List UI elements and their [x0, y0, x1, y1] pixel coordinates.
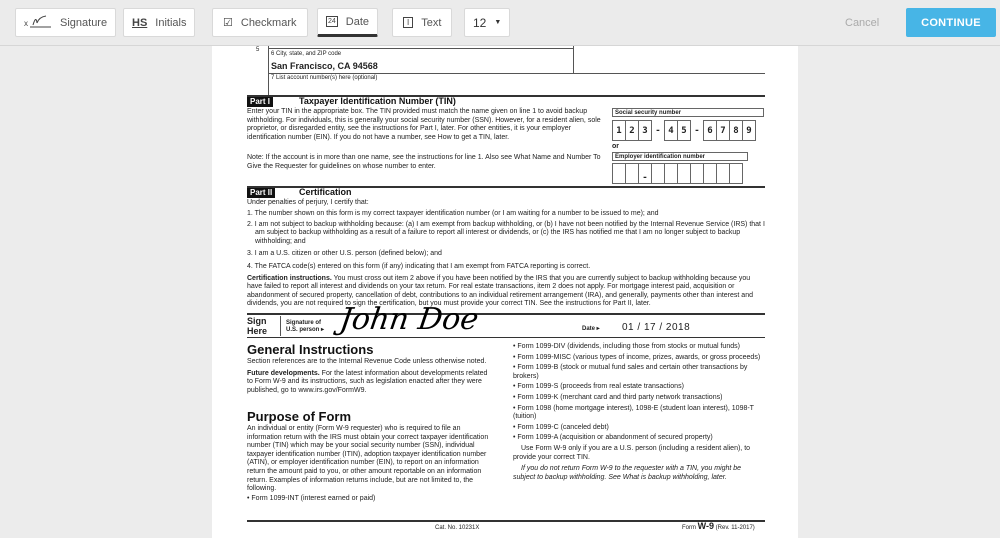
ein-field[interactable]: [612, 163, 742, 184]
initials-tool-button[interactable]: HS Initials: [123, 8, 195, 37]
ein-digit: [612, 163, 626, 184]
ein-digit: [716, 163, 730, 184]
ssn-separator: -: [694, 125, 700, 136]
date-tool-button[interactable]: 24 Date: [317, 8, 378, 37]
ein-digit: [651, 163, 665, 184]
ssn-digit: 3: [638, 120, 652, 141]
ssn-digit: 4: [664, 120, 678, 141]
bullet-item: • Form 1099-B (stock or mutual fund sales and certain other transactions by brokers): [513, 364, 748, 380]
ssn-digit: 9: [742, 120, 756, 141]
right-column: [513, 343, 765, 485]
bullet-item: • Form 1098 (home mortgage interest), 1098-E (student loan interest), 1098-T (tuition): [513, 404, 754, 421]
city-state-zip-value[interactable]: San Francisco, CA 94568: [271, 61, 378, 71]
bullet-item: • Form 1099-MISC (various types of income, prizes, awards, or gross proceeds): [513, 353, 761, 361]
font-size-select[interactable]: 12 ▼: [464, 8, 510, 37]
ein-digit: [703, 163, 717, 184]
ein-digit: [625, 163, 639, 184]
signature-icon: [24, 13, 52, 32]
ssn-digit: 7: [716, 120, 730, 141]
checkmark-tool-button[interactable]: ☑ Checkmark: [212, 8, 308, 37]
bullet-item: • Form 1099-A (acquisition or abandonment of secured property): [513, 434, 713, 442]
ein-digit: [664, 163, 678, 184]
bullet-item: • Form 1099-S (proceeds from real estate transactions): [513, 383, 684, 391]
calendar-icon: 24: [328, 18, 336, 25]
text-tool-button[interactable]: I Text: [392, 8, 452, 37]
document-page: 5 6 City, state, and ZIP code San Francisco, CA 94568 7 List account number(s) here (optional) Part I Taxpayer Identification Number (TIN) Enter your TIN in the appropriate box. The TIN provided must match the name given on line 1 to avoid backup withholding. For individuals, this is generally your social security number (SSN). However, for a resident alien, sole proprietor, or disregarded entity, see the instructions for Part I, later. For other entities, it is your employer identification number (EIN). If you do not have a number, see How to get a TIN, later. Note: If the account is in more than one name, see the instructions for line 1. Also see What Name and Number To Give the Requester for guidelines on whose number to enter. Social security number 1 2 3 - 4 5 - 6 7 8 9 or Employer identification number - Part II Certification Under penalties of perjury, I certify that: 1. The number shown on this form is my correct taxpayer identification number (or I am waiting for a number to be issued to me); and 2. I am not subject to backup withholding because: (a) I am exempt from backup withholding, or (b) I have not been notified by the Internal Revenue Service (IRS) that I am subject to backup withholding as a result of a failure to report all interest or dividends, or (c) the IRS has notified me that I am no longer subject to backup withholding; and 3. I am a U.S. citizen or other U.S. person (defined below); and 4. The FATCA code(s) entered on this form (if any) indicating that I am exempt from FATCA reporting is correct. Certification instructions. You must cross out item 2 above if you have been notified by the IRS that you are currently subject to backup withholding because you have failed to report all interest and dividends on your tax return. For real estate transactions, item 2 does not apply. For mortgage interest paid, acquisition or abandonment of secured property, cancellation of debt, contributions to an individual retirement arrangement (IRA), and generally, payments other than interest and dividends, you are not required to sign the certification, but you must provide your correct TIN. See the instructions for Part II, later. Sign Here Signature of U.S. person ▸ John Doe Date ▸ 01 / 17 / 2018 General Instructions Section references are to the Internal Revenue Code unless otherwise noted. Future developments. For the latest information about developments related to Form W-9 and its instructions, such as legislation enacted after they were published, go to www.irs.gov/FormW9. Purpose of Form An individual or entity (Form W-9 requester) who is required to file an information return with the IRS must obtain your correct taxpayer identification number (TIN) which may be your social security number (SSN), individual taxpayer identification number (ITIN), adoption taxpayer identification number (ATIN), or employer identification number (EIN), to report on an information return the amount paid to you, or other amount reportable on an information return. Examples of information returns include, but are not limited to, the following. • Form 1099-INT (interest earned or paid) • Form 1099-DIV (dividends, including those from stocks or mutual funds) • Form 1099-MISC (various types of income, prizes, awards, or gross proceeds) • Form 1099-B (stock or mutual fund sales and certain other transactions by brokers) • Form 1099-S (proceeds from real estate transactions) • Form 1099-K (merchant card and third party network transactions) • Form 1098 (home mortgage interest), 1098-E (student loan interest), 1098-T (tuition) • Form 1099-C (canceled debt) • Form 1099-A (acquisition or abandonment of secured property) Use Form W-9 only if you are a U.S. person (including a resident alien), to provide your correct TIN. If you do not return Form W-9 to the requester with a TIN, you might be subject to backup withholding. See What is backup withholding, later. Cat. No. 10231X Form W-9 (Rev. 11-2017): [212, 46, 798, 538]
checkmark-icon: ☑: [223, 17, 233, 29]
purpose-text: An individual or entity (Form W-9 requester) who is required to file an information return with the IRS must obtain your correct taxpayer identification number (TIN) which may be your social security number (SSN), individual taxpayer identification number (ITIN), adoption taxpayer identification number (ATIN), or employer identification number (EIN), to report on an information return the amount paid to you, or other amount reportable on an information return. Examples of information returns include, but are not limited to, the following. • Form 1099-INT (interest earned or paid): [247, 425, 489, 502]
ein-digit: [677, 163, 691, 184]
signature-tool-button[interactable]: x Signature: [15, 8, 116, 37]
ssn-separator: -: [655, 125, 661, 136]
signature-field[interactable]: John Doe: [337, 302, 481, 337]
text-cursor-icon: I: [403, 17, 413, 28]
paragraph: If you do not return Form W-9 to the requester with a TIN, you might be subject to backup withholding. See What is backup withholding, later.: [513, 465, 742, 481]
bullet-item: • Form 1099-K (merchant card and third party network transactions): [513, 393, 723, 401]
paragraph: Use Form W-9 only if you are a U.S. person (including a resident alien), to provide your correct TIN.: [513, 444, 751, 461]
bullet-item: • Form 1099-C (canceled debt): [513, 423, 609, 431]
date-field[interactable]: 01 / 17 / 2018: [622, 322, 691, 333]
ein-digit: [729, 163, 743, 184]
ssn-digit: 8: [729, 120, 743, 141]
ssn-digit: 6: [703, 120, 717, 141]
ssn-field[interactable]: [612, 120, 755, 141]
ein-separator: -: [638, 163, 652, 184]
ein-digit: [690, 163, 704, 184]
initials-icon: HS: [132, 16, 148, 29]
toolbar: [0, 0, 1000, 46]
chevron-down-icon: ▼: [494, 19, 502, 26]
svg-text:x: x: [24, 19, 28, 28]
ssn-digit: 1: [612, 120, 626, 141]
ssn-digit: 5: [677, 120, 691, 141]
bullet-item: • Form 1099-DIV (dividends, including those from stocks or mutual funds): [513, 343, 740, 350]
continue-button[interactable]: CONTINUE: [906, 8, 996, 37]
left-column: Section references are to the Internal Revenue Code unless otherwise noted. Future developments. For the latest information about developments related to Form W-9 and its instructions, such as legislation enacted after they were published, go to www.irs.gov/FormW9.: [247, 358, 488, 394]
certification-items: 1. The number shown on this form is my correct taxpayer identification number (or I am waiting for a number to be issued to me); and 2. I am not subject to backup withholding because: (a) I am exempt from backup withholding, or (b) I have not been notified by the Internal Revenue Service (IRS) that I am subject to backup withholding as a result of a failure to report all interest or dividends, or (c) the IRS has notified me that I am no longer subject to backup withholding; and 3. I am a U.S. citizen or other U.S. person (defined below); and 4. The FATCA code(s) entered on this form (if any) indicating that I am exempt from FATCA reporting is correct. Certification instructions. You must cross out item 2 above if you have been notified by the IRS that you are currently subject to backup withholding because you have failed to report all interest and dividends on your tax return. For real estate transactions, item 2 does not apply. For mortgage interest paid, acquisition or abandonment of secured property, cancellation of debt, contributions to an individual retirement arrangement (IRA), and generally, payments other than interest and dividends, you are not required to sign the certification, but you must provide your correct TIN. See the instructions for Part II, later.: [247, 210, 765, 308]
cancel-button[interactable]: Cancel: [845, 17, 880, 29]
ssn-digit: 2: [625, 120, 639, 141]
